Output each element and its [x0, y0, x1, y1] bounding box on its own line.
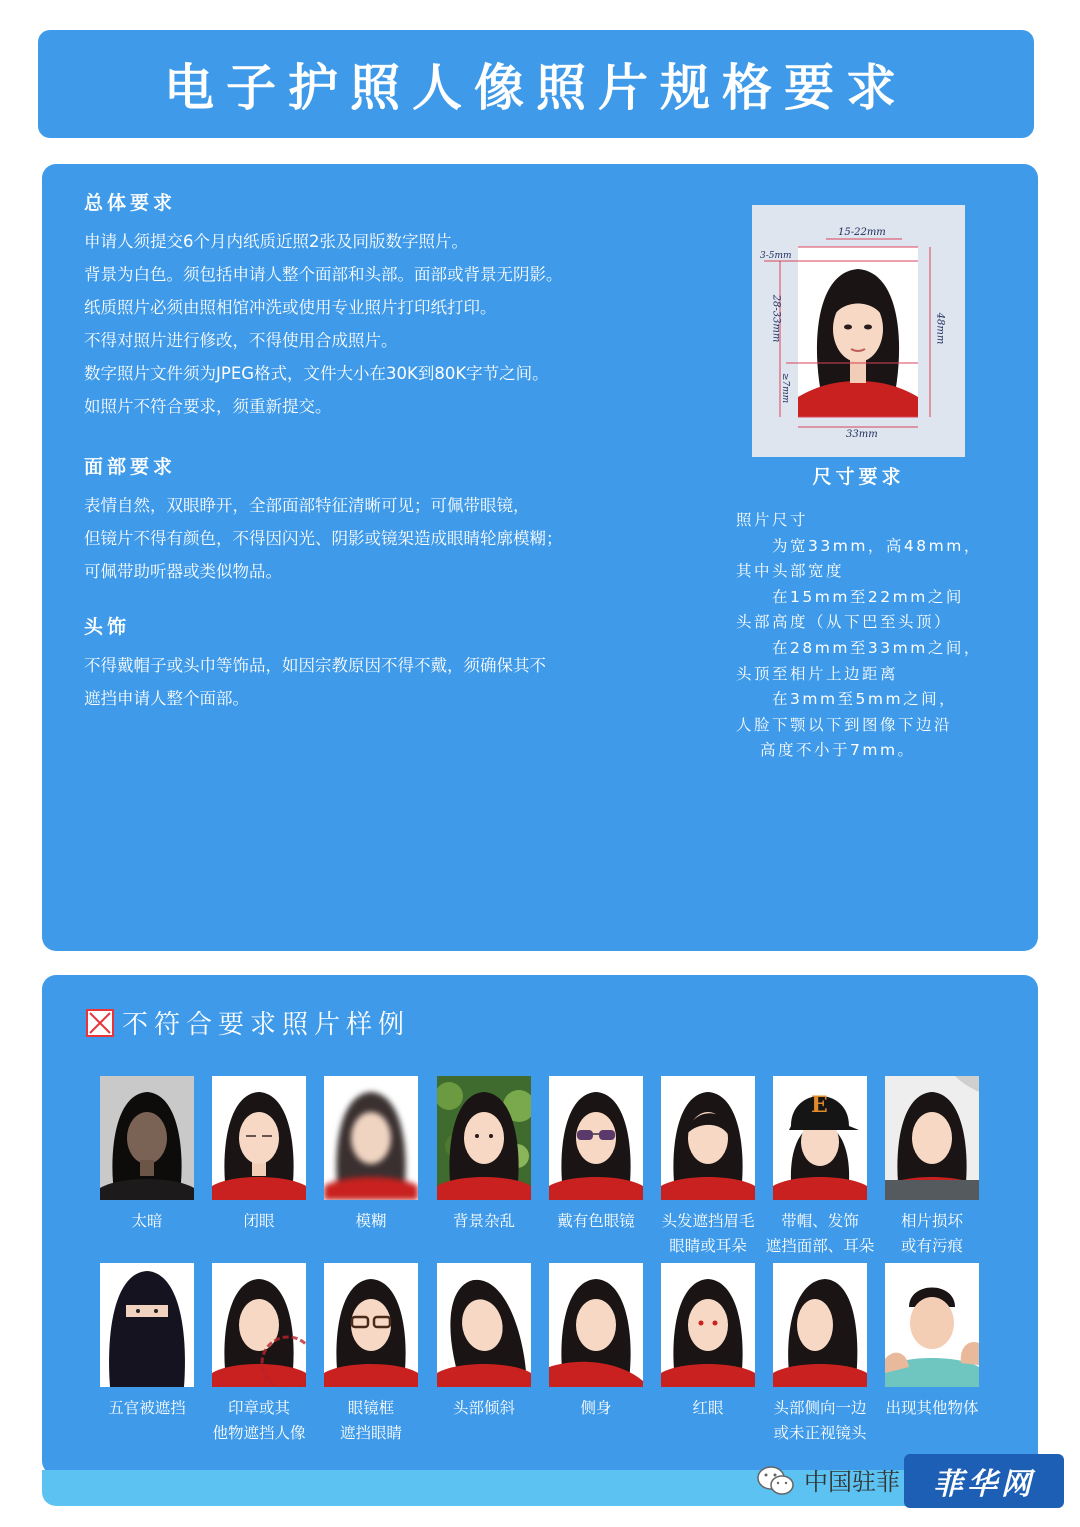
sample-damaged: [885, 1076, 979, 1259]
site-logo: 菲华网: [904, 1454, 1064, 1508]
sample-photo: [324, 1076, 418, 1200]
general-line: 数字照片文件须为JPEG格式，文件大小在30K到80K字节之间。: [84, 364, 549, 383]
sample-caption: 太暗: [131, 1212, 163, 1230]
title-banner: [38, 30, 1034, 138]
face-line: 可佩带助听器或类似物品。: [84, 562, 282, 581]
watermark-text: 中国驻菲: [804, 1468, 900, 1496]
chin-label: ≥7mm: [780, 372, 791, 404]
sample-caption: 模糊: [355, 1212, 387, 1230]
general-line: 申请人须提交6个月内纸质近照2张及同版数字照片。: [84, 232, 468, 251]
sample-photo: [212, 1263, 306, 1387]
sample-photo: [661, 1076, 755, 1200]
sample-caption-line: 或未正视镜头: [773, 1424, 867, 1442]
sample-stamp-covering: [212, 1263, 306, 1446]
sample-too-dark: [100, 1076, 194, 1234]
sample-caption-line: 眼睛或耳朵: [669, 1237, 747, 1255]
wechat-icon: [756, 1464, 796, 1498]
size-list: [736, 508, 1036, 764]
sample-blurry: [324, 1076, 418, 1234]
face-heading: 面部要求: [84, 456, 177, 478]
watermark: [752, 1450, 1072, 1512]
sample-frame-covering: [324, 1263, 418, 1446]
sample-caption: 五官被遮挡: [108, 1399, 186, 1417]
sample-hair-covering: [661, 1076, 755, 1259]
size-line: 在15mm至22mm之间: [772, 587, 964, 606]
hat-letter: E: [811, 1092, 828, 1118]
general-line: 背景为白色。须包括申请人整个面部和头部。面部或背景无阴影。: [84, 265, 563, 284]
size-line: 头顶至相片上边距离: [736, 664, 899, 683]
sample-other-objects: [885, 1263, 979, 1421]
sample-photo: [661, 1263, 755, 1387]
bad-examples-heading: 不符合要求照片样例: [122, 1010, 411, 1040]
sample-caption-line: 或有污痕: [900, 1237, 963, 1255]
sample-eyes-closed: [212, 1076, 306, 1234]
general-line: 纸质照片必须由照相馆冲洗或使用专业照片打印纸打印。: [84, 298, 497, 317]
sample-photo: [885, 1076, 979, 1200]
page-title: 电子护照人像照片规格要求: [164, 59, 908, 117]
sample-photo: [100, 1263, 194, 1387]
size-line: 其中头部宽度: [736, 562, 845, 581]
general-line: 如照片不符合要求，须重新提交。: [84, 397, 332, 416]
sample-caption: 头部倾斜: [452, 1399, 515, 1417]
sample-photo: [100, 1076, 194, 1200]
sample-caption: 侧身: [580, 1399, 612, 1417]
sample-red-eye: [661, 1263, 755, 1421]
height-label: 48mm: [934, 312, 946, 345]
sample-head-tilted: [437, 1263, 531, 1421]
sample-caption: 出现其他物体: [885, 1399, 979, 1417]
sample-caption: 戴有色眼镜: [557, 1212, 635, 1230]
sample-photo: [549, 1076, 643, 1200]
headwear-line: 不得戴帽子或头巾等饰品，如因宗教原因不得不戴，须确保其不: [84, 656, 546, 675]
sample-caption-line: 印章或其: [227, 1399, 290, 1417]
size-line: 在28mm至33mm之间，: [772, 638, 982, 657]
sample-photo: [549, 1263, 643, 1387]
sample-photo: [437, 1263, 531, 1387]
size-line: 人脸下颚以下到图像下边沿: [736, 715, 953, 734]
face-line: 但镜片不得有颜色，不得因闪光、阴影或镜架造成眼睛轮廓模糊；: [84, 529, 563, 548]
sample-caption-line: 头发遮挡眉毛: [661, 1212, 755, 1230]
sample-caption-line: 遮挡面部、耳朵: [765, 1237, 875, 1255]
size-line: 头部高度（从下巴至头顶）: [736, 613, 953, 632]
face-section: [84, 452, 704, 588]
face-line: 表情自然，双眼睁开，全部面部特征清晰可见；可佩带眼镜，: [84, 496, 530, 515]
sample-photo: [324, 1263, 418, 1387]
sample-photo: [885, 1263, 979, 1387]
sample-photo: [437, 1076, 531, 1200]
head-height-label: 28-33mm: [770, 294, 782, 343]
top-margin-label: 3-5mm: [760, 251, 792, 261]
sample-caption: [865, 1209, 999, 1259]
size-line: 照片尺寸: [736, 511, 809, 529]
sample-caption: 背景杂乱: [452, 1212, 515, 1230]
sample-head-turned: [773, 1263, 867, 1446]
width-label: 15-22mm: [838, 227, 886, 238]
size-line: 为宽33mm，高48mm，: [772, 536, 982, 555]
bottom-width-label: 33mm: [846, 429, 878, 440]
sample-photo: [212, 1076, 306, 1200]
sample-photo: [773, 1076, 867, 1200]
headwear-heading: 头饰: [84, 616, 131, 638]
sample-tinted-glasses: [549, 1076, 643, 1234]
size-line: 高度不小于7mm。: [760, 741, 916, 760]
sample-caption: 闭眼: [243, 1212, 275, 1230]
general-line: 不得对照片进行修改，不得使用合成照片。: [84, 331, 398, 350]
headwear-section: [84, 612, 704, 715]
sample-side-body: [549, 1263, 643, 1421]
general-heading: 总体要求: [84, 192, 177, 214]
size-heading: 尺寸要求: [812, 466, 905, 488]
general-section: [84, 188, 704, 423]
sample-caption-line: 遮挡眼睛: [339, 1424, 402, 1442]
cross-box-icon: [86, 1009, 114, 1037]
sample-caption-line: 他物遮挡人像: [212, 1424, 306, 1442]
headwear-line: 遮挡申请人整个面部。: [84, 689, 249, 708]
sample-caption-line: 头部侧向一边: [773, 1399, 867, 1417]
sample-features-covered: [100, 1263, 194, 1421]
sample-caption-line: 相片损坏: [900, 1212, 963, 1230]
sample-photo: [773, 1263, 867, 1387]
sample-caption: 红眼: [692, 1399, 724, 1417]
dimension-diagram: [752, 205, 965, 457]
size-line: 在3mm至5mm之间，: [772, 690, 958, 709]
bad-examples-header: [86, 1004, 410, 1041]
sample-hat: [765, 1076, 875, 1259]
sample-messy-background: [437, 1076, 531, 1234]
sample-caption-line: 眼镜框: [347, 1399, 395, 1417]
sample-caption-line: 带帽、发饰: [781, 1212, 859, 1230]
